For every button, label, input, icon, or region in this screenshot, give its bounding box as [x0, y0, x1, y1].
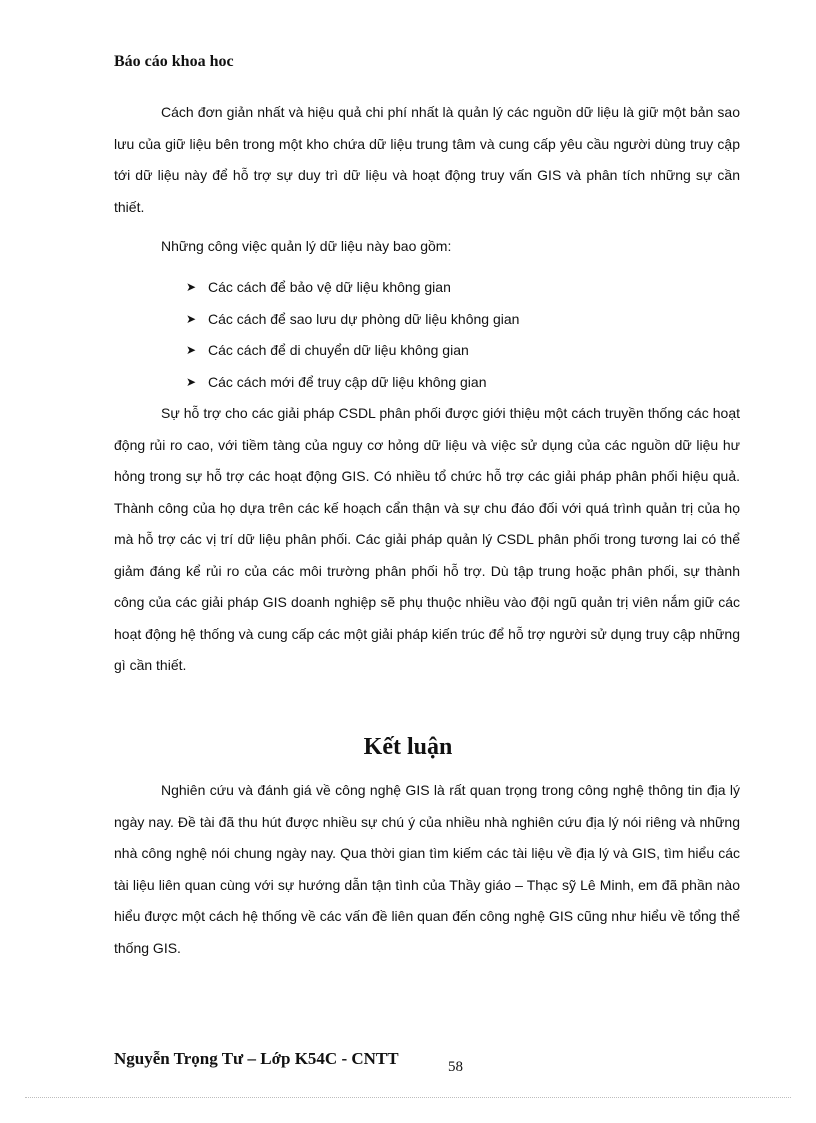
paragraph-text: Nghiên cứu và đánh giá về công nghệ GIS là rất quan trọng trong công nghệ thông tin địa lý ngày nay. Đề tài đã thu hút được nhiều sự chú ý của nhiều nhà nghiên cứu địa lý nói riêng và những nhà công nghệ nói chung ngày nay. Qua thời gian tìm kiếm các tài liệu về địa lý và GIS, tìm hiểu các tài liệu liên quan cùng với sự hướng dẫn tận tình của Thầy giáo – Thạc sỹ Lê Minh, em đã phần nào hiểu được một cách hệ thống về các vấn đề liên quan đến công nghệ GIS cũng như hiểu về tổng thể thống GIS.	[114, 782, 740, 956]
paragraph-intro	[114, 97, 740, 223]
bullet-text: Các cách mới để truy cập dữ liệu không gian	[208, 373, 487, 390]
paragraph-list-intro	[114, 231, 740, 263]
report-header: Báo cáo khoa hoc	[114, 53, 234, 70]
bullet-item	[186, 272, 519, 304]
arrowhead-bullet-icon: ➤	[186, 374, 197, 389]
bullet-item	[186, 367, 519, 399]
paragraph-conclusion	[114, 775, 740, 964]
paragraph-distributed-dbms	[114, 398, 740, 682]
bullet-text: Các cách để bảo vệ dữ liệu không gian	[208, 279, 451, 295]
paragraph-text: Cách đơn giản nhất và hiệu quả chi phí nhất là quản lý các nguồn dữ liệu là giữ một bản sao lưu của giữ liệu bên trong một kho chứa dữ liệu trung tâm và cung cấp yêu cầu người dùng truy cập tới dữ liệu này để hỗ trợ sự duy trì dữ liệu và hoạt động truy vấn GIS và phân tích những sự cần thiết.	[114, 104, 740, 215]
bullet-text: Các cách để di chuyển dữ liệu không gian	[208, 342, 469, 358]
bullet-item	[186, 335, 519, 367]
footer-author: Nguyễn Trọng Tư – Lớp K54C - CNTT	[114, 1049, 399, 1068]
bullet-text: Các cách để sao lưu dự phòng dữ liệu không gian	[208, 310, 520, 327]
page-number: 58	[448, 1059, 463, 1075]
arrowhead-bullet-icon: ➤	[186, 343, 197, 357]
bullet-list	[186, 272, 519, 398]
paragraph-text: Sự hỗ trợ cho các giải pháp CSDL phân phối được giới thiệu một cách truyền thống các hoạt động rủi ro cao, với tiềm tàng của nguy cơ hỏng dữ liệu và việc sử dụng của các nguồn dữ liệu hư hỏng trong sự hỗ trợ các hoạt động GIS. Có nhiều tổ chức hỗ trợ các giải pháp phân phối hiệu quả. Thành công của họ dựa trên các kế hoạch cẩn thận và sự chu đáo đối với quá trình quản trị của họ mà hỗ trợ các vị trí dữ liệu phân phối. Các giải pháp quản lý CSDL phân phối trong tương lai có thể giảm đáng kể rủi ro của các môi trường phân phối hỗ trợ. Dù tập trung hoặc phân phối, sự thành công của các giải pháp GIS doanh nghiệp sẽ phụ thuộc nhiều vào đội ngũ quản trị viên nắm giữ các hoạt động hệ thống và cung cấp các một giải pháp kiến trúc để hỗ trợ người sử dụng truy cập những gì cần thiết.	[114, 405, 740, 673]
section-heading-conclusion: Kết luận	[363, 734, 453, 760]
arrowhead-bullet-icon: ➤	[186, 311, 197, 326]
paragraph-text: Những công việc quản lý dữ liệu này bao gồm:	[161, 238, 452, 254]
arrowhead-bullet-icon: ➤	[186, 280, 197, 294]
bullet-item	[186, 304, 519, 336]
footer-divider	[25, 1097, 791, 1098]
